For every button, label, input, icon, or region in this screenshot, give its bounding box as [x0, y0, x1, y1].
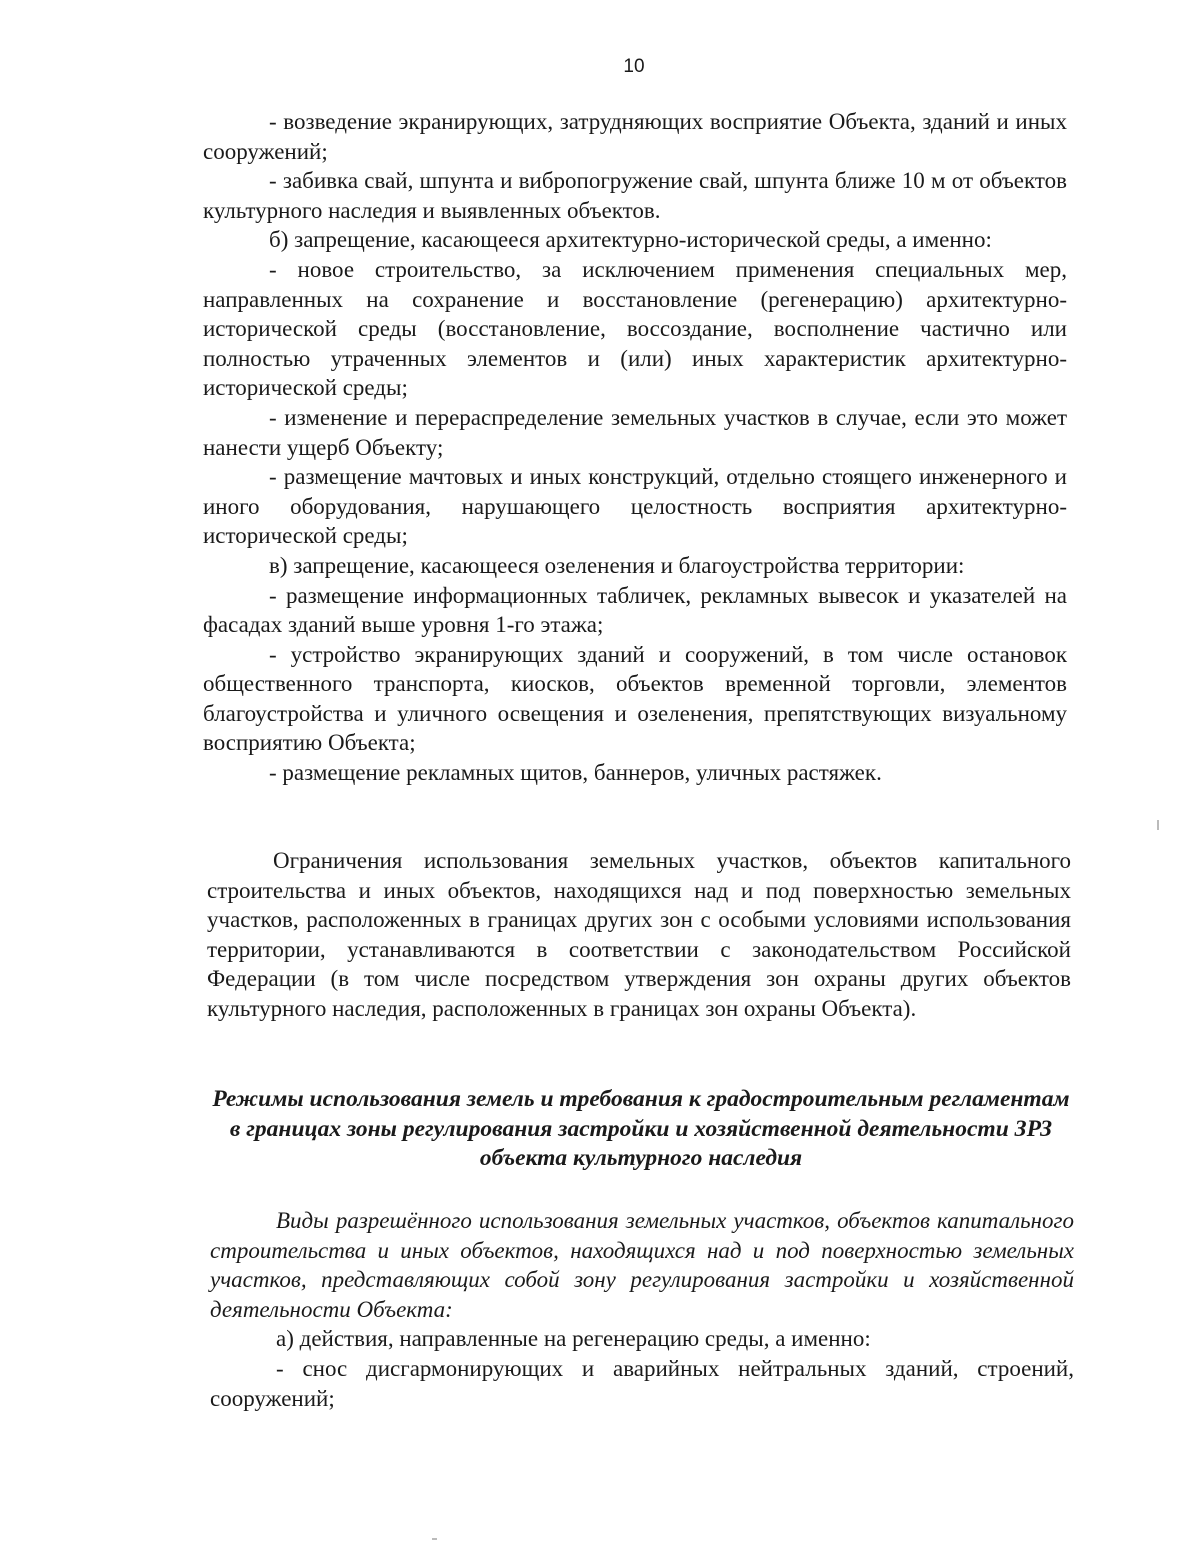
scan-artifact [432, 1538, 437, 1540]
paragraph: - размещение мачтовых и иных конструкций, отдельно стоящего инженерного и иного оборудования, нарушающего целостность восприятия архитектурно-исторической среды; [203, 464, 1067, 549]
paragraph: в) запрещение, касающееся озеленения и благоустройства территории: [269, 552, 965, 578]
paragraph: - изменение и перераспределение земельных участков в случае, если это может нанести ущерб Объекту; [203, 404, 1067, 460]
limits-paragraph: Ограничения использования земельных участков, объектов капитального строительства и иных объектов, находящихся над и под поверхностью земельных участков, расположенных в границах других зон с особыми условиями использования территории, устанавливаются в соответствии с законодательством Российской Федерации (в том числе посредством утверждения зон охраны других объектов культурного наследия, расположенных в границах зон охраны Объекта). [207, 848, 1071, 1021]
paragraph: - забивка свай, шпунта и вибропогружение свай, шпунта ближе 10 м от объектов культурного наследия и выявленных объектов. [203, 168, 1067, 223]
paragraph: - новое строительство, за исключением применения специальных мер, направленных на сохранение и восстановление (регенерацию) архитектурно-исторической среды (восстановление, воссоздание, восполнение частично или полностью утраченных элементов и (или) иных характеристик архитектурно-исторической среды; [203, 256, 1067, 401]
scan-artifact [1157, 820, 1159, 830]
paragraph: - размещение рекламных щитов, баннеров, уличных растяжек. [269, 760, 882, 786]
limits-section [207, 846, 1071, 1024]
section-heading: Режимы использования земель и требования к градостроительным регламентам в границах зоны регулирования застройки и хозяйственной деятельности ЗРЗ объекта культурного наследия [212, 1086, 1070, 1171]
intro-paragraph: Виды разрешённого использования земельных участков, объектов капитального строительства и иных объектов, находящихся над и под поверхностью земельных участков, представляющих собой зону регулирования застройки и хозяйственной деятельности Объекта: [210, 1208, 1074, 1322]
paragraph: б) запрещение, касающееся архитектурно-исторической среды, а именно: [269, 227, 992, 253]
paragraph: - устройство экранирующих зданий и сооружений, в том числе остановок общественного транспорта, киосков, объектов временной торговли, элементов благоустройства и уличного освещения и озеленения, препятствующих визуальному восприятию Объекта; [203, 641, 1067, 756]
restrictions-list [203, 107, 1067, 788]
paragraph: а) действия, направленные на регенерацию среды, а именно: [276, 1326, 871, 1352]
paragraph: - возведение экранирующих, затрудняющих восприятие Объекта, зданий и иных сооружений; [203, 109, 1067, 164]
paragraph: - размещение информационных табличек, рекламных вывесок и указателей на фасадах зданий выше уровня 1-го этажа; [203, 582, 1067, 638]
permitted-uses-section [210, 1206, 1074, 1413]
paragraph: - снос дисгармонирующих и аварийных нейтральных зданий, строений, сооружений; [210, 1355, 1074, 1411]
page-number: 10 [623, 56, 645, 77]
